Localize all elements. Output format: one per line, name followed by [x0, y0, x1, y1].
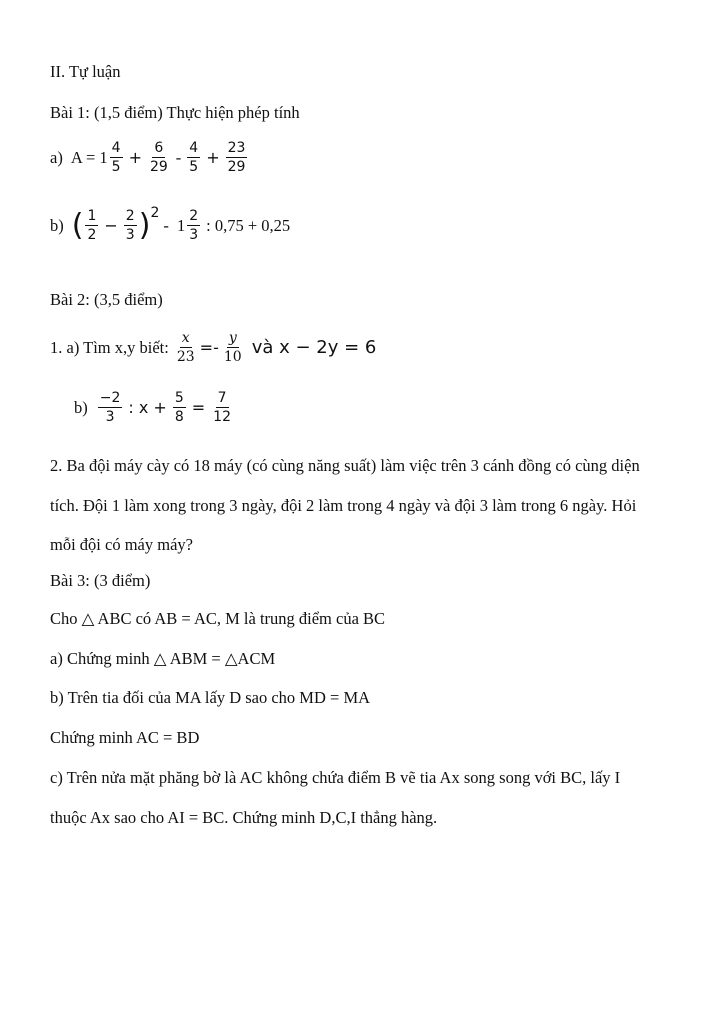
right-paren: )	[138, 207, 151, 243]
bai3-b2: Chứng minh AC = BD	[50, 728, 200, 747]
bai2-title: Bài 2: (3,5 điểm)	[50, 290, 163, 309]
fraction	[85, 208, 98, 243]
operator: -	[163, 215, 173, 235]
fraction	[175, 330, 197, 365]
fraction	[222, 330, 244, 365]
bai3-c2: thuộc Ax sao cho AI = BC. Chứng minh D,C,I thẳng hàng.	[50, 808, 438, 827]
denominator: 3	[125, 227, 135, 244]
bai1-a-expression	[50, 140, 249, 175]
numerator: 6	[152, 140, 165, 158]
mixed-number	[99, 140, 124, 175]
bai2-q1a-tail: và x − 2y = 6	[251, 336, 377, 358]
numerator: x	[180, 330, 192, 348]
denominator: 10	[223, 349, 242, 366]
numerator: y	[227, 330, 239, 348]
numerator: 4	[187, 140, 200, 158]
numerator: 5	[173, 390, 186, 408]
denominator: 12	[213, 409, 231, 426]
bai2-q2-line3: mỗi đội có máy máy?	[50, 535, 193, 554]
bai2-q2-line2: tích. Đội 1 làm xong trong 3 ngày, đội 2 làm trong 4 ngày và đội 3 làm trong 6 ngày. Hỏi	[50, 496, 637, 515]
bai2-q2-line1: 2. Ba đội máy cày có 18 máy (có cùng năng suất) làm việc trên 3 cánh đồng có cùng diện	[50, 456, 640, 475]
left-paren: (	[71, 207, 84, 243]
denominator: 23	[176, 349, 195, 366]
fraction	[110, 140, 123, 175]
numerator: 4	[110, 140, 123, 158]
numerator: 1	[85, 208, 98, 226]
bai3-a: a) Chứng minh △ ABM = △ACM	[50, 649, 276, 668]
numerator: 2	[124, 208, 137, 226]
numerator: −2	[98, 390, 123, 408]
operator: −	[104, 216, 118, 235]
denominator: 29	[149, 159, 168, 176]
operator: +	[206, 148, 220, 167]
fraction	[148, 140, 170, 175]
denominator: 3	[189, 227, 199, 244]
denominator: 29	[227, 159, 246, 176]
denominator: 2	[87, 227, 97, 244]
section-title: II. Tự luận	[50, 62, 121, 81]
denominator: 3	[105, 409, 115, 426]
bai2-q1b	[74, 390, 235, 425]
bai1-a-lhs: A =	[70, 147, 100, 167]
whole-part: 1	[176, 215, 186, 235]
operator: +	[128, 148, 142, 167]
numerator: 7	[216, 390, 229, 408]
fraction	[211, 390, 233, 425]
bai3-given: Cho △ ABC có AB = AC, M là trung điểm của BC	[50, 609, 386, 628]
bai1-b-label: b)	[50, 215, 64, 235]
whole-part: 1	[99, 147, 108, 167]
numerator: 2	[187, 208, 200, 226]
numerator: 23	[226, 140, 248, 158]
fraction	[124, 208, 137, 243]
denominator: 8	[174, 409, 184, 426]
bai1-b-expression	[50, 205, 291, 244]
denominator: 5	[111, 159, 121, 176]
bai3-c1: c) Trên nửa mặt phăng bờ là AC không chứa điểm B vẽ tia Ax song song với BC, lấy I	[50, 768, 621, 787]
fraction	[187, 140, 200, 175]
fraction	[173, 390, 186, 425]
bai2-q1b-label: b)	[74, 397, 88, 417]
operator: =	[191, 398, 206, 417]
exponent: 2	[150, 205, 160, 222]
fraction	[98, 390, 123, 425]
operator: =-	[199, 338, 219, 357]
bai3-title: Bài 3: (3 điểm)	[50, 571, 151, 590]
fraction	[226, 140, 248, 175]
bai1-b-tail: : 0,75 + 0,25	[206, 215, 291, 235]
bai1-a-label: a)	[50, 147, 63, 167]
bai3-b1: b) Trên tia đối của MA lấy D sao cho MD = MA	[50, 688, 371, 707]
fraction	[187, 208, 200, 243]
denominator: 5	[189, 159, 199, 176]
bai2-q1a	[50, 330, 376, 365]
bai2-q1a-prefix: 1. a) Tìm x,y biết:	[50, 337, 169, 357]
bai1-title: Bài 1: (1,5 điểm) Thực hiện phép tính	[50, 103, 300, 122]
operator: -	[175, 147, 182, 167]
bai2-q1b-mid: : x +	[128, 398, 167, 417]
mixed-number	[177, 208, 202, 243]
